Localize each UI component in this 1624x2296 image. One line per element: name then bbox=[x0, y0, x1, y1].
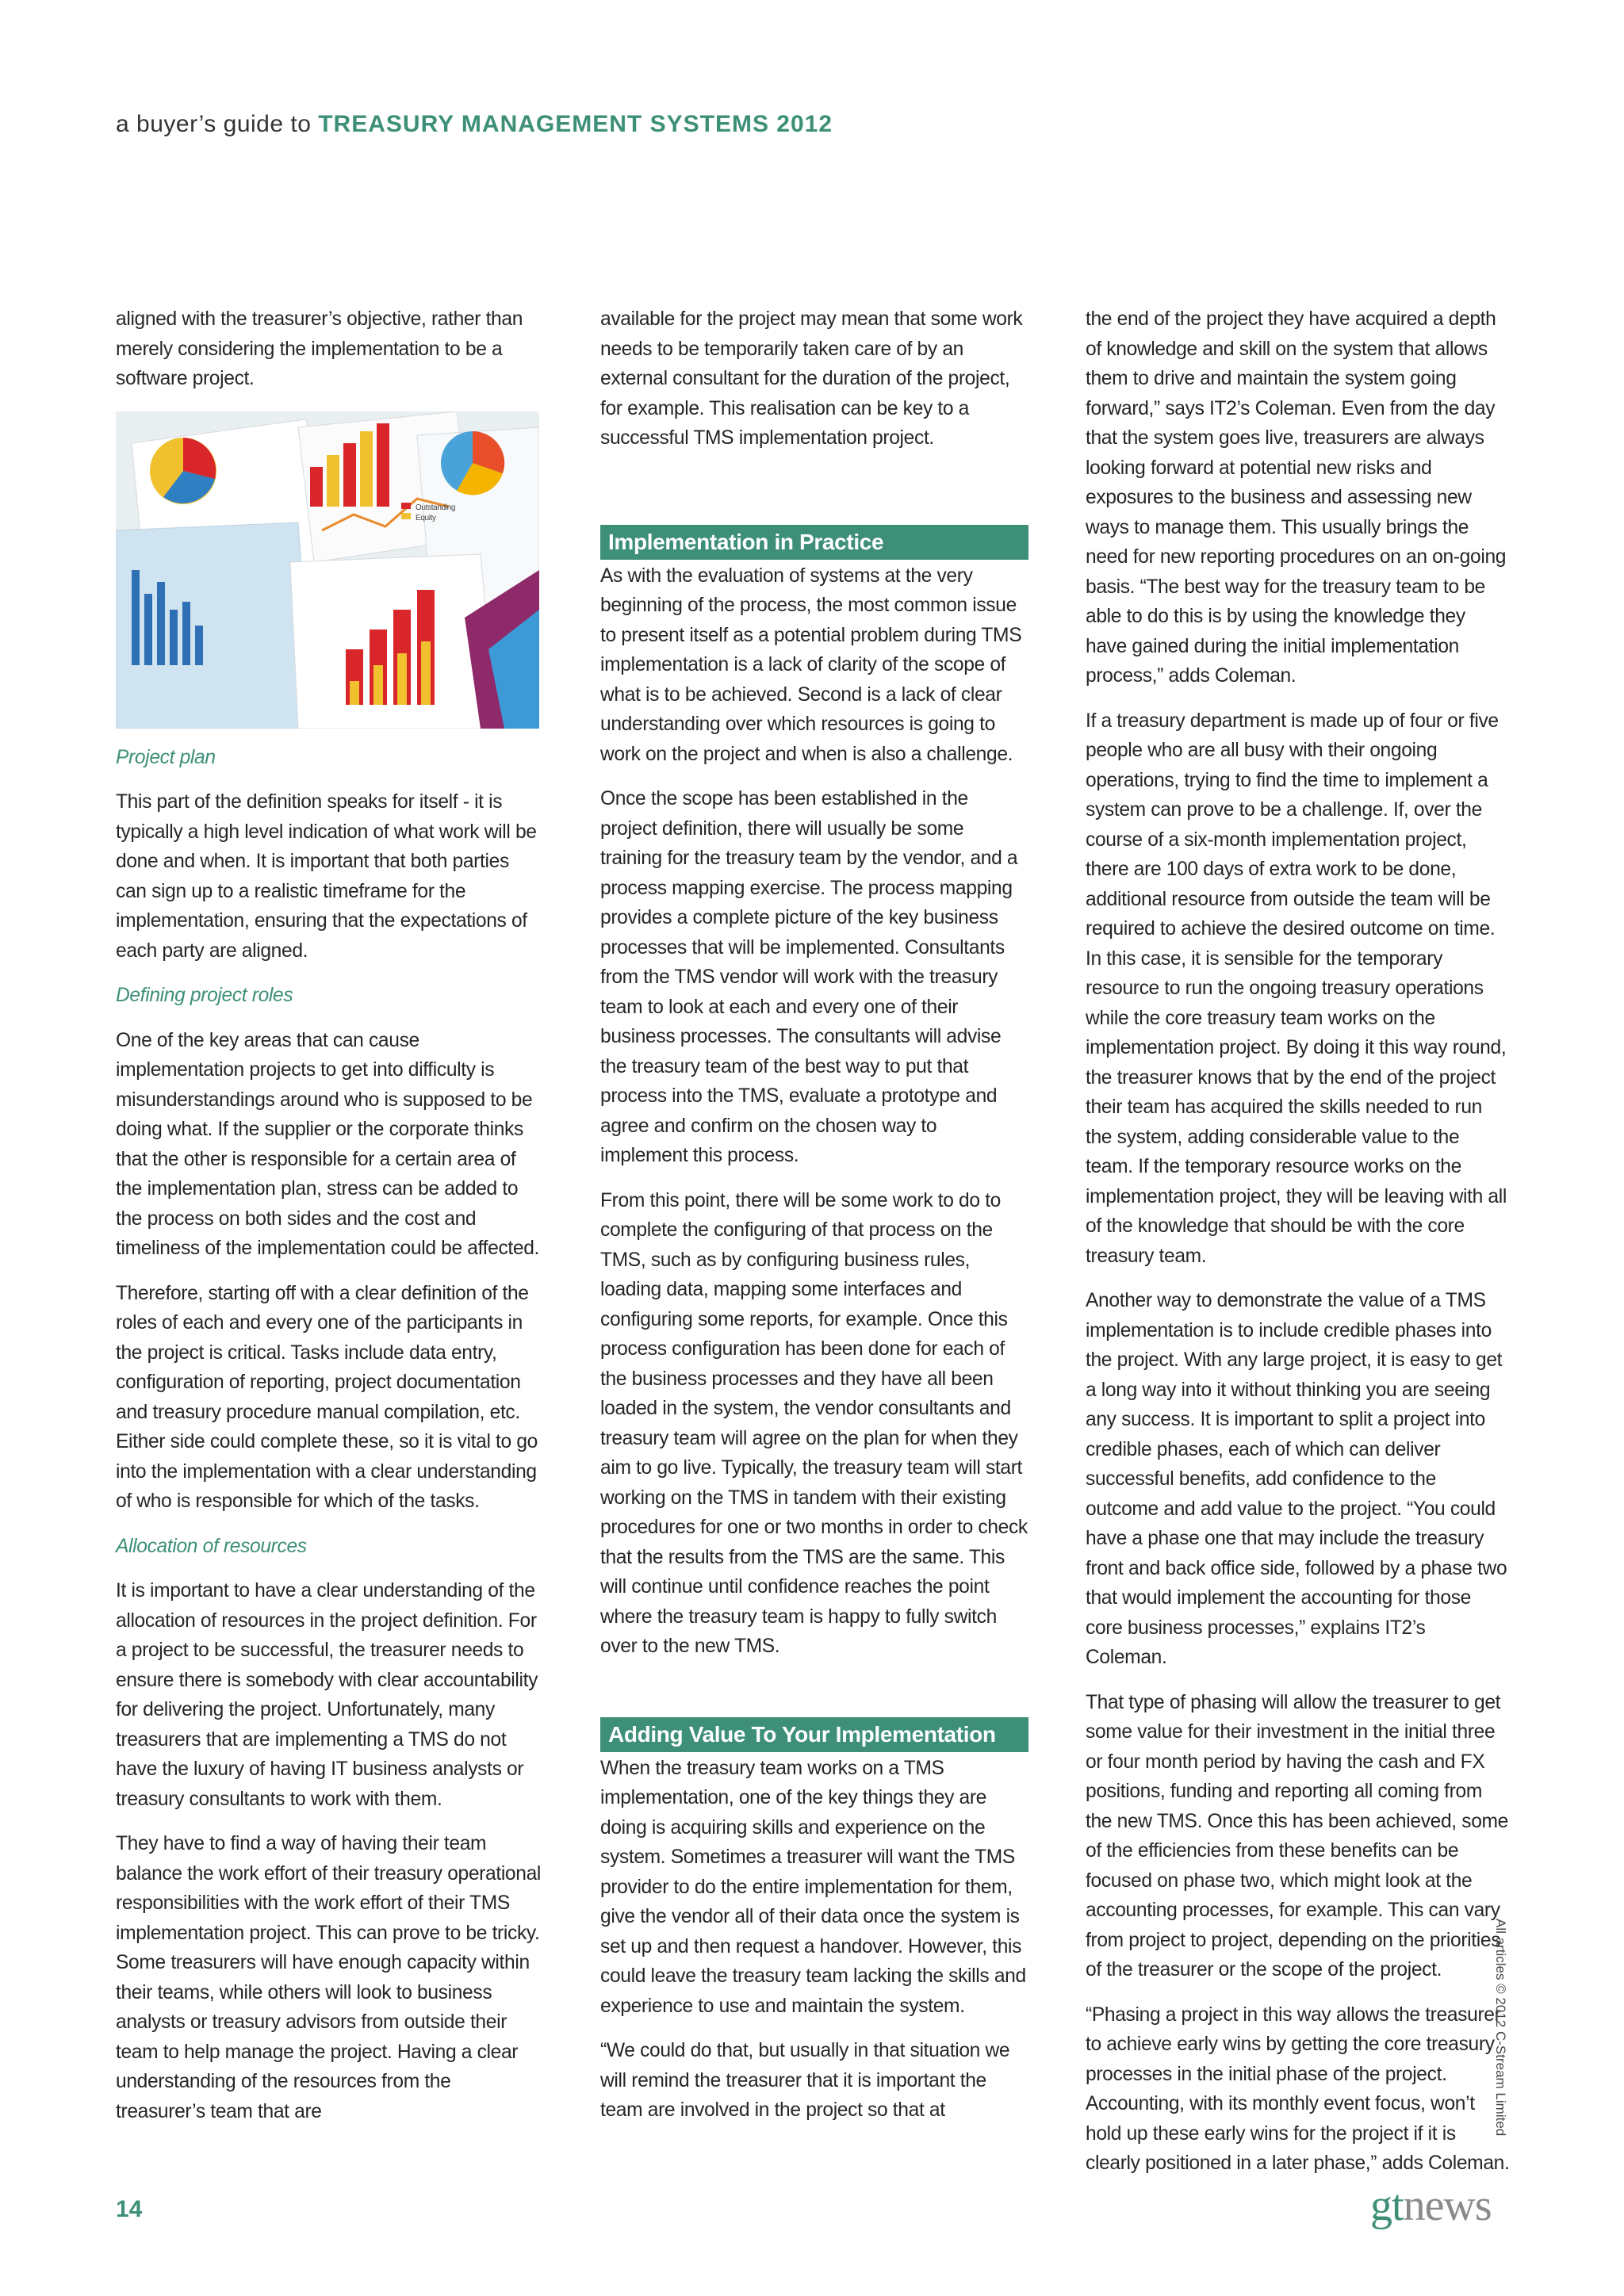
col2-intro: available for the project may mean that some work needs to be temporarily taken care of by an external consultant for the duration of the project, for example. This realisation can be key to a successful TMS implementation project. bbox=[600, 308, 1023, 449]
photo-label-2: Equity bbox=[416, 513, 436, 522]
project-roles-text-1: One of the key areas that can cause implementation projects to get into difficulty is misunderstandings around who is supposed to be doing what. If the supplier or the corporate thinks that the other is responsible for a certain area of the implementation plan, stress can be added to the process on both sides and the cost and timeliness of the implementation could be affected. bbox=[116, 1029, 540, 1259]
header-title: TREASURY MANAGEMENT SYSTEMS 2012 bbox=[318, 111, 833, 137]
copyright-credit: All articles © 2012 C-Stream Limited bbox=[1493, 1919, 1508, 2137]
allocation-heading: Allocation of resources bbox=[116, 1535, 307, 1557]
logo-gt: gt bbox=[1370, 2181, 1404, 2230]
col3-text-3: Another way to demonstrate the value of a TMS implementation is to include credible phases into the project. With any large project, it is easy to get a long way into it without thinking you are seeing any success. It is important to split a project into credible phases, each of which can deliver successful benefits, add confidence to the outcome and add value to the project. “You could have a phase one that may include the treasury front and back office side, followed by a phase two that would implement the accounting for those core business processes,” explains IT2’s Coleman. bbox=[1086, 1290, 1507, 1668]
column-2 bbox=[600, 304, 1028, 2141]
value-text-2: “We could do that, but usually in that situation we will remind the treasurer that it is important the team are involved in the project so that at bbox=[600, 2040, 1010, 2121]
project-plan-heading: Project plan bbox=[116, 746, 216, 768]
col1-intro: aligned with the treasurer’s objective, rather than merely considering the implementation to be a software project. bbox=[116, 308, 523, 389]
practice-text-1: As with the evaluation of systems at the very beginning of the process, the most common issue to present itself as a potential problem during TMS implementation is a lack of clarity of the scope of what is to be achieved. Second is a lack of clear understanding over which resources is going to work on the project and when is also a challenge. bbox=[600, 564, 1022, 765]
charts-photo bbox=[116, 411, 539, 729]
gtnews-logo bbox=[1370, 2180, 1492, 2231]
practice-text-3: From this point, there will be some work to do to complete the configuring of that process on the TMS, such as by configuring business rules, loading data, mapping some interfaces and configuring some reports, for example. Once this process configuration has been done for each of the business processes and they have all been loaded in the system, the vendor consultants and treasury team will agree on the plan for when they aim to go live. Typically, the treasury team will start working on the TMS in tandem with their existing procedures for one or two months in order to check that the results from the TMS are the same. This will continue until confidence reaches the point where the treasury team is happy to fully switch over to the new TMS. bbox=[600, 1189, 1028, 1657]
col3-text-4: That type of phasing will allow the treasurer to get some value for their investment in the initial three or four month period by having the cash and FX positions, funding and reporting all coming from the new TMS. Once this has been achieved, some of the efficiencies from these benefits can be focused on phase two, which might look at the accounting processes, for example. This can vary from project to project, depending on the priorities of the treasurer or the scope of the project. bbox=[1086, 1691, 1509, 1980]
header-prefix: a buyer’s guide to bbox=[116, 111, 319, 137]
implementation-in-practice-heading: Implementation in Practice bbox=[600, 525, 1028, 560]
column-3 bbox=[1086, 304, 1510, 2194]
page-number: 14 bbox=[116, 2196, 143, 2222]
charts-photo-illustration bbox=[116, 411, 539, 729]
col3-text-5: “Phasing a project in this way allows the treasurer to achieve early wins by getting the core treasury processes in the initial phase of the project. Accounting, with its monthly event focus, won’t hold up these early wins for the project if it is clearly positioned in a later phase,” adds Coleman. bbox=[1086, 2003, 1510, 2174]
column-1 bbox=[116, 304, 544, 2141]
project-plan-text: This part of the definition speaks for itself - it is typically a high level indication of what work will be done and when. It is important that both parties can sign up to a realistic timeframe for the implementation, ensuring that the expectations of each party are aligned. bbox=[116, 791, 537, 962]
allocation-text-2: They have to find a way of having their team balance the work effort of their treasury operational responsibilities with the work effort of their TMS implementation project. This can prove to be tricky. Some treasurers will have enough capacity within their teams, while others will look to business analysts or treasury advisors from outside their team to help manage the project. Having a clear understanding of the resources from the treasurer’s team that are bbox=[116, 1833, 542, 2122]
practice-text-2: Once the scope has been established in the project definition, there will usually be some training for the treasury team by the vendor, and a process mapping exercise. The process mapping provides a complete picture of the key business processes that will be implemented. Consultants from the TMS vendor will work with the treasury team to look at each and every one of their business processes. The consultants will advise the treasury team of the best way to put that process into the TMS, evaluate a prototype and agree and confirm on the chosen way to implement this process. bbox=[600, 788, 1018, 1166]
project-roles-heading: Defining project roles bbox=[116, 985, 293, 1006]
col3-text-1: the end of the project they have acquired a depth of knowledge and skill on the system that allows them to drive and maintain the system going forward,” says IT2’s Coleman. Even from the day that the system goes live, treasurers are always looking forward at potential new risks and exposures to the business and assessing new ways to manage them. This usually brings the need for new reporting procedures on an on-going basis. “The best way for the treasury team to be able to do this is by using the knowledge they have gained during the initial implementation process,” adds Coleman. bbox=[1086, 308, 1507, 687]
value-text-1: When the treasury team works on a TMS implementation, one of the key things they are doing is acquiring skills and experience on the system. Sometimes a treasurer will want the TMS provider to do the entire implementation for them, give the vendor all of their data once the system is set up and then request a handover. However, this could leave the treasury team lacking the skills and experience to use and maintain the system. bbox=[600, 1757, 1026, 2017]
allocation-text-1: It is important to have a clear understanding of the allocation of resources in the project definition. For a project to be successful, the treasurer needs to ensure there is somebody with clear accountability for delivering the project. Unfortunately, many treasurers that are implementing a TMS do not have the luxury of having IT business analysts or treasury consultants to work with them. bbox=[116, 1580, 538, 1810]
running-header bbox=[116, 111, 833, 138]
project-roles-text-2: Therefore, starting off with a clear definition of the roles of each and every one of the participants in the project is critical. Tasks include data entry, configuration of reporting, project documentation and treasury procedure manual compilation, etc. Either side could complete these, so it is vital to go into the implementation with a clear understanding of who is responsible for which of the tasks. bbox=[116, 1282, 538, 1512]
adding-value-heading: Adding Value To Your Implementation bbox=[600, 1717, 1028, 1752]
logo-news: news bbox=[1403, 2181, 1492, 2230]
photo-label-1: Outstanding bbox=[416, 503, 456, 512]
col3-text-2: If a treasury department is made up of four or five people who are all busy with their ongoing operations, trying to find the time to implement a system can prove to be a challenge. If, over the course of a six-month implementation project, there are 100 days of extra work to be done, additional resource from outside the team will be required to achieve the desired outcome on time. In this case, it is sensible for the temporary resource to run the ongoing treasury operations while the core treasury team works on the implementation project. By doing it this way round, the treasurer knows that by the end of the project their team has acquired the skills needed to run the system, adding considerable value to the team. If the temporary resource works on the implementation project, they will be leaving with all of the knowledge that should be with the core treasury team. bbox=[1086, 710, 1507, 1267]
